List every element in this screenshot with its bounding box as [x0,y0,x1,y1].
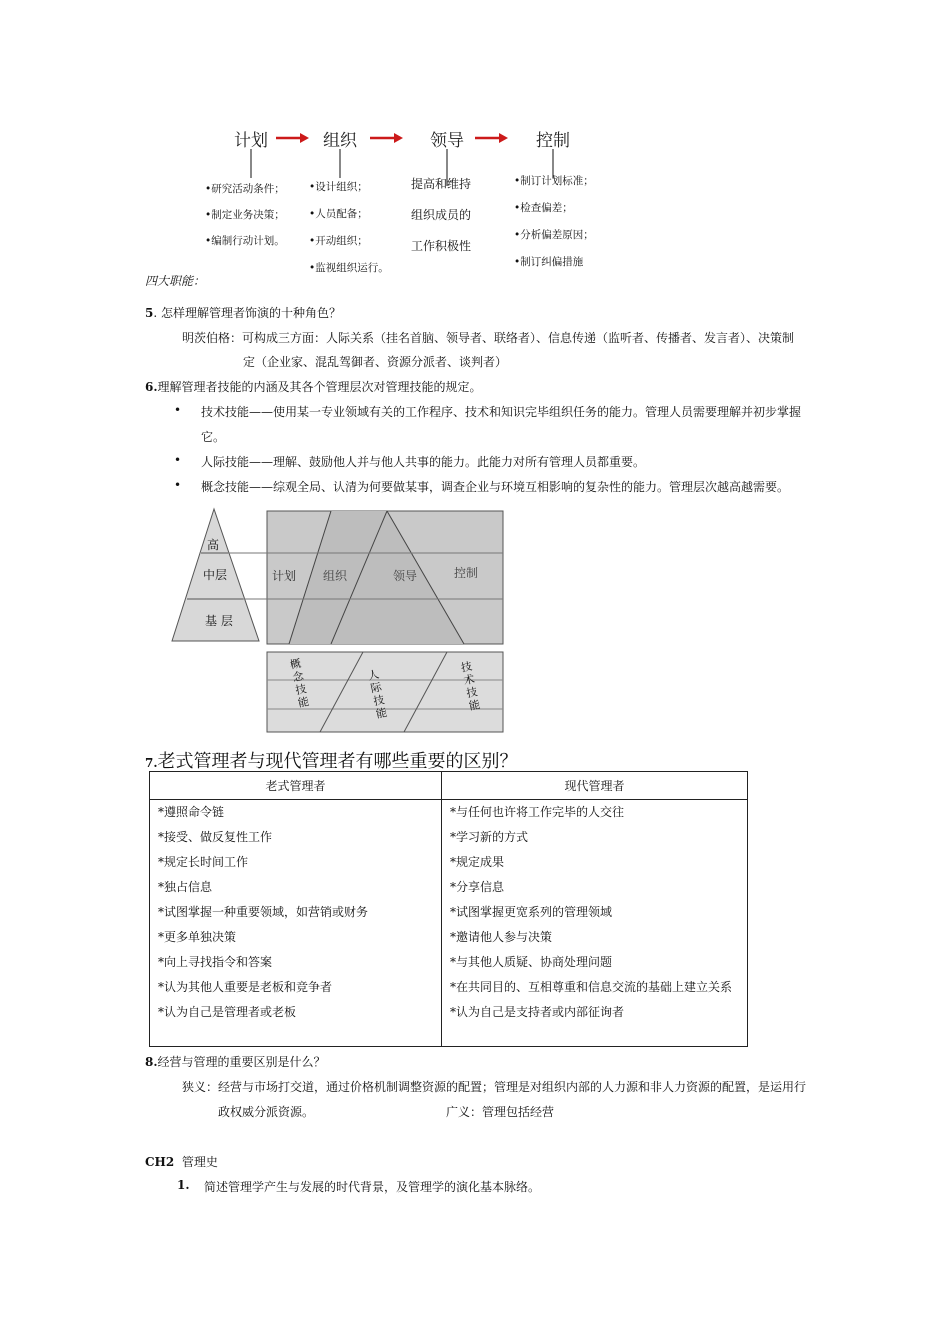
question-number: 5 [145,306,154,320]
chapter-heading [145,1153,218,1170]
modern-manager-column [442,800,748,1047]
list-item: *认为其他人重要是老板和竞争者 [158,980,333,994]
flow-step-lead: 领导 [430,131,464,151]
chapter-title: 管理史 [181,1155,218,1169]
question-number: 8. [145,1055,158,1069]
answer-line: 定（企业家、混乱驾御者、资源分派者、谈判者） [243,355,508,369]
flow-step-organize: 组织 [323,131,357,151]
question-title: 老式管理者与现代管理者有哪些重要的区别？ [157,751,518,772]
bullet-dot: • [174,478,182,492]
answer-line: 广义：管理包括经营 [446,1105,555,1119]
list-item: *独占信息 [158,880,213,894]
answer-line: 狭义：经营与市场打交道，通过价格机制调整资源的配置；管理是对组织内部的人力源和非人力资源的配置，是运用行 [182,1080,807,1094]
flow-step-plan: 计划 [234,131,268,151]
question-7 [145,747,518,773]
question-title: 经营与管理的重要区别是什么？ [157,1055,326,1069]
list-item: *规定长时间工作 [158,855,249,869]
bullet-text: 概念技能——综观全局、认清为何要做某事，调查企业与环境互相影响的复杂性的能力。管理层次越高越需要。 [201,480,790,494]
skill-conceptual: 概 念 技 能 [288,656,311,710]
list-item: *遵照命令链 [158,805,225,819]
bullet-dot: • [174,453,182,467]
list-item: *规定成果 [450,855,505,869]
skill-technical: 技 术 技 能 [459,659,482,713]
level-middle: 中层 [203,568,228,582]
item-text: 简述管理学产生与发展的时代背景，及管理学的演化基本脉络。 [204,1180,541,1194]
bullet-text: 技术技能——使用某一专业领域有关的工作程序、技术和知识完毕组织任务的能力。管理人员需要理解并初步掌握 [201,405,802,419]
control-item: •制订纠偏措施 [514,256,584,268]
question-number: 7. [145,756,158,770]
function-label: 控制 [454,566,479,580]
organize-item: •开动组织； [309,235,368,247]
level-base: 基 层 [205,614,233,628]
lead-line: 工作积极性 [411,239,472,253]
question-title: . 怎样理解管理者饰演的十种角色？ [153,306,341,320]
skill-interpersonal: 人 际 技 能 [366,667,389,721]
list-item: *与任何也许将工作完毕的人交往 [450,805,625,819]
organize-item: •监视组织运行。 [309,262,389,274]
control-item: •检查偏差； [514,202,573,214]
item-number: 1. [177,1178,190,1192]
level-high: 高 [207,538,220,552]
list-item: *在共同目的、互相尊重和信息交流的基础上建立关系 [450,980,733,994]
bullet-dot: • [174,403,182,417]
table-header-old: 老式管理者 [150,772,442,800]
question-8 [145,1053,326,1070]
function-label: 组织 [323,569,348,583]
question-number: 6. [145,380,158,394]
comparison-table [149,771,748,1047]
chapter-label: CH2 [145,1155,175,1169]
answer-line: 明茨伯格：可构成三方面：人际关系（挂名首脑、领导者、联络者）、信息传递（监听者、传播者、发言者）、决策制 [182,331,795,345]
figure-caption: 四大职能： [145,274,206,288]
bullet-text: 它。 [201,430,226,444]
plan-item: •制定业务决策； [205,209,285,221]
control-item: •制订计划标准； [514,175,594,187]
flow-step-control: 控制 [536,131,570,151]
list-item: *学习新的方式 [450,830,529,844]
list-item: *邀请他人参与决策 [450,930,553,944]
plan-item: •研究活动条件； [205,183,285,195]
organize-item: •设计组织； [309,181,368,193]
table-header-modern: 现代管理者 [442,772,748,800]
question-title: 理解管理者技能的内涵及其各个管理层次对管理技能的规定。 [157,380,482,394]
old-manager-column [150,800,442,1047]
control-item: •分析偏差原因； [514,229,594,241]
list-item: *分享信息 [450,880,505,894]
list-item: *试图掌握一种重要领域，如营销或财务 [158,905,369,919]
list-item: *试图掌握更宽系列的管理领域 [450,905,613,919]
bullet-text: 人际技能——理解、鼓励他人并与他人共事的能力。此能力对所有管理人员都重要。 [201,455,646,469]
lead-line: 组织成员的 [411,208,472,222]
list-item: *更多单独决策 [158,930,237,944]
list-item: *接受、做反复性工作 [158,830,273,844]
list-item: *与其他人质疑、协商处理问题 [450,955,613,969]
list-item: *认为自己是支持者或内部征询者 [450,1005,625,1019]
function-label: 领导 [393,569,418,583]
organize-item: •人员配备； [309,208,368,220]
answer-line: 政权威分派资源。 [218,1105,315,1119]
list-item: *认为自己是管理者或老板 [158,1005,297,1019]
function-label: 计划 [272,569,297,583]
list-item: *向上寻找指令和答案 [158,955,273,969]
plan-item: •编制行动计划。 [205,235,285,247]
lead-line: 提高和维持 [411,177,472,191]
